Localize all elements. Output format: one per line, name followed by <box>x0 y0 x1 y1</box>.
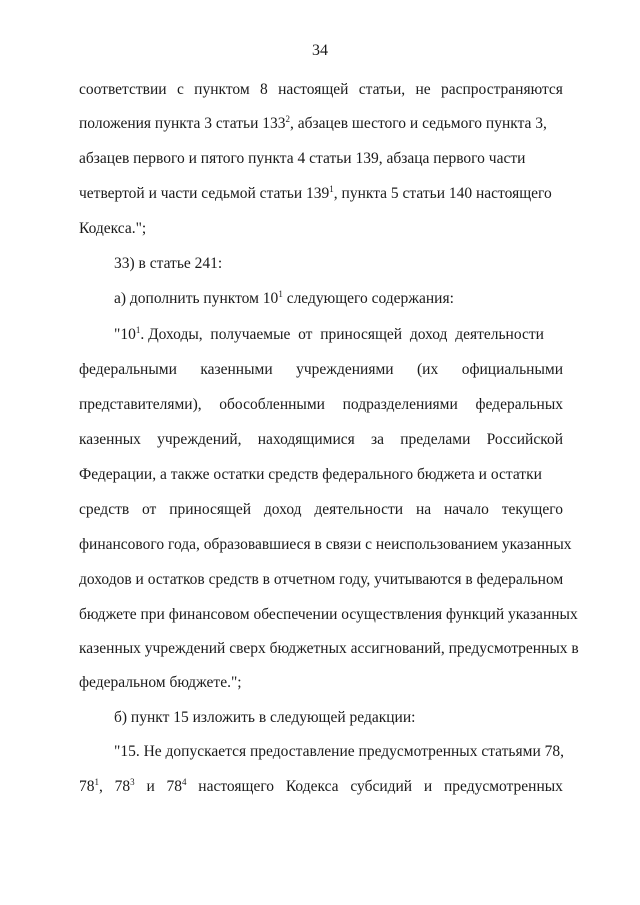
word: начало <box>443 501 489 518</box>
text-line: б) пункт 15 изложить в следующей редакции: <box>114 709 416 726</box>
text-line: федеральном бюджете."; <box>79 674 242 691</box>
word: представителями), <box>79 396 202 413</box>
word: предусмотренных <box>443 778 563 795</box>
word: федеральных <box>475 396 563 413</box>
text-line: "15. Не допускается предоставление предусмотренных статьями 78, <box>114 743 564 760</box>
word: пределами <box>400 431 471 448</box>
word: соответствии <box>79 81 167 98</box>
text-line: Кодекса."; <box>79 220 147 237</box>
word: статьи, <box>358 81 406 98</box>
text-line: финансового года, образовавшиеся в связи с неиспользованием указанных <box>79 536 572 553</box>
text-line <box>79 359 563 381</box>
text-line: бюджете при финансовом обеспечении осуществления функций указанных <box>79 606 578 623</box>
text-line <box>79 499 563 521</box>
text-line <box>79 394 563 416</box>
superscript: 4 <box>182 777 187 787</box>
superscript: 1 <box>135 325 141 335</box>
text-line: казенных учреждений сверх бюджетных ассигнований, предусмотренных в <box>79 640 579 657</box>
superscript: 1 <box>94 777 99 787</box>
word: учреждениями <box>296 361 394 378</box>
text-line: а) дополнить пунктом $10^1$ следующего содержания: <box>114 289 454 307</box>
word: деятельности <box>314 501 404 518</box>
word: распространяются <box>441 81 563 98</box>
text-line: абзацев первого и пятого пункта 4 статьи 139, абзаца первого части <box>79 150 526 167</box>
text-line: доходов и остатков средств в отчетном году, учитываются в федеральном <box>79 571 564 588</box>
word: доход <box>263 501 302 518</box>
word: на <box>415 501 432 518</box>
word: и <box>423 778 433 795</box>
word: настоящей <box>278 81 349 98</box>
word: $78^1$, <box>79 777 103 795</box>
text-line <box>79 429 563 451</box>
word: средств <box>79 501 130 518</box>
word: настоящего <box>198 778 275 795</box>
word: субсидий <box>350 778 413 795</box>
word: учреждений, <box>157 431 242 448</box>
word: федеральными <box>79 361 177 378</box>
word: $78^4$ <box>166 777 187 795</box>
superscript: 3 <box>130 777 135 787</box>
word: не <box>415 81 431 98</box>
word: находящимися <box>257 431 355 448</box>
word: за <box>370 431 384 448</box>
text-line <box>79 79 563 101</box>
word: Российской <box>486 431 563 448</box>
text-line: 33) в статье 241: <box>114 255 223 272</box>
word: приносящей <box>169 501 252 518</box>
word: текущего <box>501 501 563 518</box>
text-line: "$10^1$. Доходы, получаемые от приносящей доход деятельности <box>114 325 544 343</box>
word: с <box>176 81 184 98</box>
word: 8 <box>260 81 268 98</box>
word: казенных <box>79 431 141 448</box>
word: (их <box>417 361 439 378</box>
word: пунктом <box>194 81 250 98</box>
text-line: положения пункта 3 статьи $133^2$, абзацев шестого и седьмого пункта 3, <box>79 114 547 132</box>
superscript: 1 <box>329 184 334 194</box>
word: обособленными <box>219 396 325 413</box>
text-line: четвертой и части седьмой статьи $139^1$, пункта 5 статьи 140 настоящего <box>79 184 552 202</box>
superscript: 2 <box>285 114 291 124</box>
word: Кодекса <box>285 778 339 795</box>
word: подразделениями <box>342 396 458 413</box>
page-number: 34 <box>312 42 328 59</box>
superscript: 1 <box>278 289 283 299</box>
word: от <box>142 501 157 518</box>
word: и <box>146 778 155 795</box>
text-line: Федерации, а также остатки средств федерального бюджета и остатки <box>79 466 542 483</box>
word: официальными <box>461 361 563 378</box>
text-line <box>79 776 563 798</box>
word: $78^3$ <box>114 777 135 795</box>
word: казенными <box>200 361 273 378</box>
